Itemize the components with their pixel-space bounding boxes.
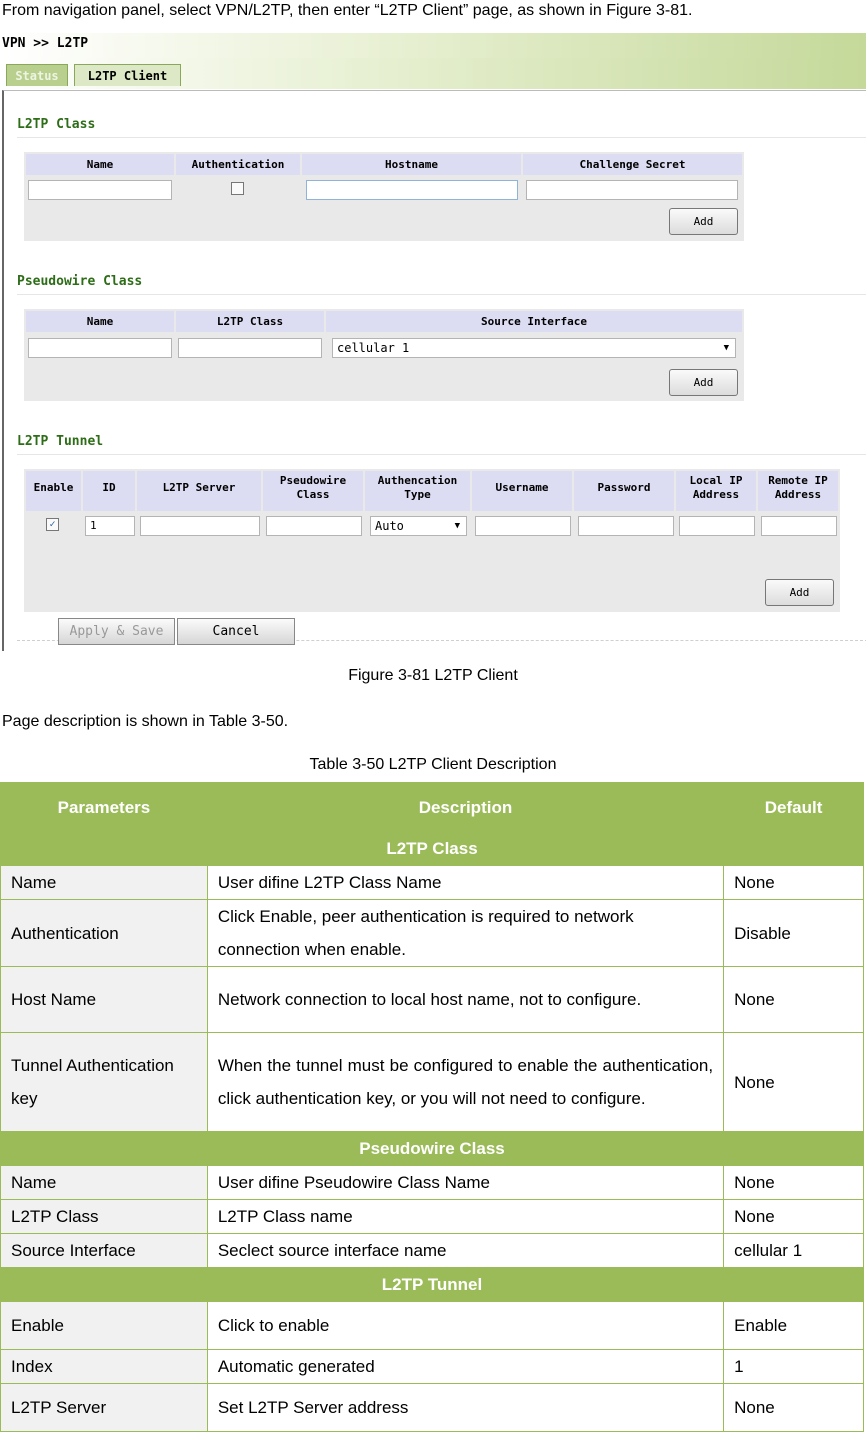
challenge-secret-input[interactable] — [526, 180, 738, 200]
l2tp-tunnel-title: L2TP Tunnel — [17, 434, 104, 449]
l2tp-class-table — [24, 152, 744, 241]
authentication-checkbox[interactable] — [231, 182, 244, 195]
header-challenge-secret: Challenge Secret — [523, 154, 742, 175]
desc-cell: When the tunnel must be configured to enable the authentication, click authentication key, or you will not need to configure. — [207, 1033, 723, 1132]
l2tp-tunnel-table — [24, 469, 840, 612]
apply-save-button[interactable]: Apply & Save — [58, 618, 175, 645]
param-cell: Source Interface — [1, 1234, 208, 1268]
param-cell: L2TP Server — [1, 1384, 208, 1432]
authencation-type-select[interactable]: Auto ▼ — [370, 516, 467, 536]
group-title: L2TP Class — [1, 832, 864, 866]
tunnel-id-input[interactable]: 1 — [85, 516, 135, 536]
group-row — [1, 832, 864, 866]
l2tp-client-screenshot — [0, 33, 866, 651]
page-description: Page description is shown in Table 3-50. — [2, 713, 289, 730]
desc-cell: Network connection to local host name, not to configure. — [207, 967, 723, 1033]
header-l2tp-class: L2TP Class — [176, 311, 324, 332]
param-cell: Host Name — [1, 967, 208, 1033]
desc-cell: User difine Pseudowire Class Name — [207, 1166, 723, 1200]
header-source-interface: Source Interface — [326, 311, 742, 332]
param-cell: Name — [1, 866, 208, 900]
group-title: L2TP Tunnel — [1, 1268, 864, 1302]
default-cell: Disable — [724, 900, 864, 967]
section-divider — [17, 454, 866, 455]
header-description: Description — [207, 783, 723, 832]
header-name: Name — [26, 154, 174, 175]
username-input[interactable] — [475, 516, 571, 536]
source-interface-select[interactable]: cellular 1 ▼ — [332, 338, 736, 358]
breadcrumb: VPN >> L2TP — [0, 33, 866, 58]
table-header-row — [1, 783, 864, 832]
tunnel-pseudowire-class-input[interactable] — [266, 516, 362, 536]
table-row — [1, 1033, 864, 1132]
table-row — [1, 1200, 864, 1234]
header-id: ID — [83, 471, 135, 511]
tab-bar — [0, 58, 866, 89]
table-row — [1, 1302, 864, 1350]
header-authentication: Authentication — [176, 154, 300, 175]
default-cell: 1 — [724, 1350, 864, 1384]
hostname-input[interactable] — [306, 180, 518, 200]
table-row — [1, 1350, 864, 1384]
pseudowire-l2tp-class-input[interactable] — [178, 338, 322, 358]
table-row — [1, 866, 864, 900]
tab-status[interactable]: Status — [6, 64, 68, 86]
table-caption: Table 3-50 L2TP Client Description — [309, 756, 557, 773]
desc-cell: User difine L2TP Class Name — [207, 866, 723, 900]
desc-cell: Click Enable, peer authentication is required to network connection when enable. — [207, 900, 723, 967]
group-row — [1, 1268, 864, 1302]
class-name-input[interactable] — [28, 180, 172, 200]
header-parameters: Parameters — [1, 783, 208, 832]
content-panel — [2, 90, 866, 651]
desc-cell: L2TP Class name — [207, 1200, 723, 1234]
l2tp-server-input[interactable] — [140, 516, 260, 536]
local-ip-input[interactable] — [679, 516, 755, 536]
desc-cell: Click to enable — [207, 1302, 723, 1350]
table-row — [1, 967, 864, 1033]
header-enable: Enable — [26, 471, 81, 511]
desc-cell: Seclect source interface name — [207, 1234, 723, 1268]
param-cell: Name — [1, 1166, 208, 1200]
password-input[interactable] — [578, 516, 674, 536]
remote-ip-input[interactable] — [761, 516, 837, 536]
l2tp-tunnel-add-button[interactable]: Add — [765, 579, 834, 606]
default-cell: cellular 1 — [724, 1234, 864, 1268]
header-local-ip-address: Local IP Address — [676, 471, 756, 511]
enable-checkbox[interactable]: ✓ — [46, 518, 59, 531]
intro-text: From navigation panel, select VPN/L2TP, then enter “L2TP Client” page, as shown in Figure 3-81. — [2, 2, 693, 19]
header-hostname: Hostname — [302, 154, 521, 175]
default-cell: None — [724, 967, 864, 1033]
param-cell: Index — [1, 1350, 208, 1384]
pseudowire-name-input[interactable] — [28, 338, 172, 358]
default-cell: None — [724, 1200, 864, 1234]
header-l2tp-server: L2TP Server — [137, 471, 261, 511]
header-default: Default — [724, 783, 864, 832]
default-cell: None — [724, 1033, 864, 1132]
l2tp-class-title: L2TP Class — [17, 117, 96, 132]
default-cell: None — [724, 1384, 864, 1432]
table-row — [1, 1384, 864, 1432]
group-title: Pseudowire Class — [1, 1132, 864, 1166]
param-cell: L2TP Class — [1, 1200, 208, 1234]
description-table — [0, 782, 864, 1432]
header-pseudowire-class: Pseudowire Class — [263, 471, 363, 511]
param-cell: Authentication — [1, 900, 208, 967]
header-authencation-type: Authencation Type — [365, 471, 470, 511]
section-divider — [17, 137, 866, 138]
header-password: Password — [574, 471, 674, 511]
table-row — [1, 900, 864, 967]
desc-cell: Automatic generated — [207, 1350, 723, 1384]
pseudowire-class-table — [24, 309, 744, 401]
group-row — [1, 1132, 864, 1166]
header-name: Name — [26, 311, 174, 332]
pseudowire-class-title: Pseudowire Class — [17, 274, 143, 289]
param-cell: Tunnel Authentication key — [1, 1033, 208, 1132]
header-username: Username — [472, 471, 572, 511]
table-row — [1, 1234, 864, 1268]
l2tp-class-add-button[interactable]: Add — [669, 208, 738, 235]
section-divider — [17, 294, 866, 295]
default-cell: None — [724, 1166, 864, 1200]
tab-l2tp-client[interactable]: L2TP Client — [74, 64, 181, 86]
default-cell: Enable — [724, 1302, 864, 1350]
cancel-button[interactable]: Cancel — [177, 618, 295, 645]
desc-cell: Set L2TP Server address — [207, 1384, 723, 1432]
default-cell: None — [724, 866, 864, 900]
header-remote-ip-address: Remote IP Address — [758, 471, 838, 511]
figure-caption: Figure 3-81 L2TP Client — [348, 667, 518, 684]
param-cell: Enable — [1, 1302, 208, 1350]
table-row — [1, 1166, 864, 1200]
pseudowire-class-add-button[interactable]: Add — [669, 369, 738, 396]
